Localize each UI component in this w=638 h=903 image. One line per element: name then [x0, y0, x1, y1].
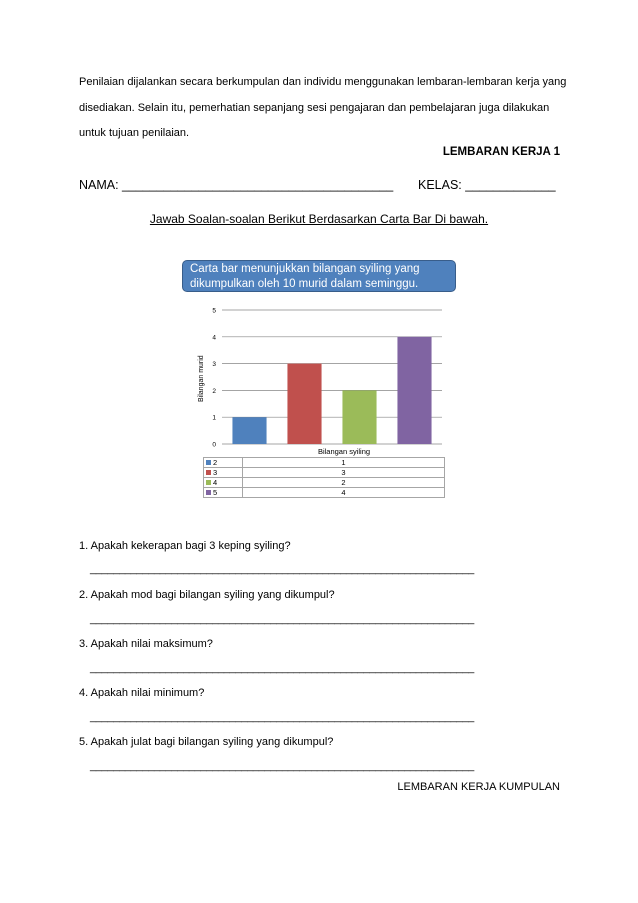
question-5: 5. Apakah julat bagi bilangan syiling yang dikumpul? [79, 736, 334, 748]
data-table-category: 3 [204, 468, 243, 478]
question-1: 1. Apakah kekerapan bagi 3 keping syiling? [79, 540, 291, 552]
legend-swatch [206, 490, 211, 495]
data-table-category: 4 [204, 478, 243, 488]
data-table-row [204, 468, 445, 478]
legend-swatch [206, 480, 211, 485]
name-field-label: NAMA: _______________________________________ [79, 178, 394, 192]
data-table-category: 2 [204, 458, 243, 468]
bar-5 [397, 337, 431, 444]
chart-data-table [203, 457, 445, 498]
chart-title-line-1: Carta bar menunjukkan bilangan syiling yang [190, 263, 420, 275]
chart-title-line-2: dikumpulkan oleh 10 murid dalam seminggu. [190, 277, 419, 290]
y-tick-label: 2 [212, 387, 216, 395]
intro-paragraph: Penilaian dijalankan secara berkumpulan dan individu menggunakan lembaran-lembaran kerja yang disediakan. Selain itu, pemerhatian sepanjang sesi pengajaran dan pembelajaran juga dilakukan untuk tujuan penilaian. [79, 76, 567, 139]
y-tick-label: 1 [212, 414, 216, 422]
x-axis-label: Bilangan syiling [317, 447, 371, 456]
answer-line-4: __________________________________________________________________ [90, 711, 474, 723]
question-3: 3. Apakah nilai maksimum? [79, 638, 213, 650]
y-tick-label: 0 [212, 441, 216, 449]
answer-line-5: __________________________________________________________________ [90, 760, 474, 772]
answer-line-1: __________________________________________________________________ [90, 563, 474, 575]
answer-line-2: __________________________________________________________________ [90, 613, 474, 625]
y-tick-label: 5 [212, 307, 216, 315]
question-4: 4. Apakah nilai minimum? [79, 687, 205, 699]
data-table-value: 4 [243, 488, 445, 498]
class-field-label: KELAS: _____________ [418, 178, 556, 192]
instruction-heading: Jawab Soalan-soalan Berikut Berdasarkan Carta Bar Di bawah. [149, 212, 489, 226]
question-2: 2. Apakah mod bagi bilangan syiling yang dikumpul? [79, 589, 335, 601]
data-table-row [204, 488, 445, 498]
footer-label: LEMBARAN KERJA KUMPULAN [397, 781, 560, 793]
data-table-value: 1 [243, 458, 445, 468]
answer-line-3: __________________________________________________________________ [90, 662, 474, 674]
data-table-row [204, 478, 445, 488]
data-table-value: 3 [243, 468, 445, 478]
bar-3 [287, 364, 321, 444]
bar-4 [342, 390, 376, 444]
legend-swatch [206, 460, 211, 465]
worksheet-title: LEMBARAN KERJA 1 [442, 146, 560, 158]
bar-2 [232, 417, 266, 444]
y-axis-label: Bilangan murid [198, 355, 205, 402]
y-tick-label: 4 [212, 334, 216, 342]
data-table-row [204, 458, 445, 468]
data-table-category: 5 [204, 488, 243, 498]
y-tick-label: 3 [212, 361, 216, 369]
legend-swatch [206, 470, 211, 475]
data-table-value: 2 [243, 478, 445, 488]
